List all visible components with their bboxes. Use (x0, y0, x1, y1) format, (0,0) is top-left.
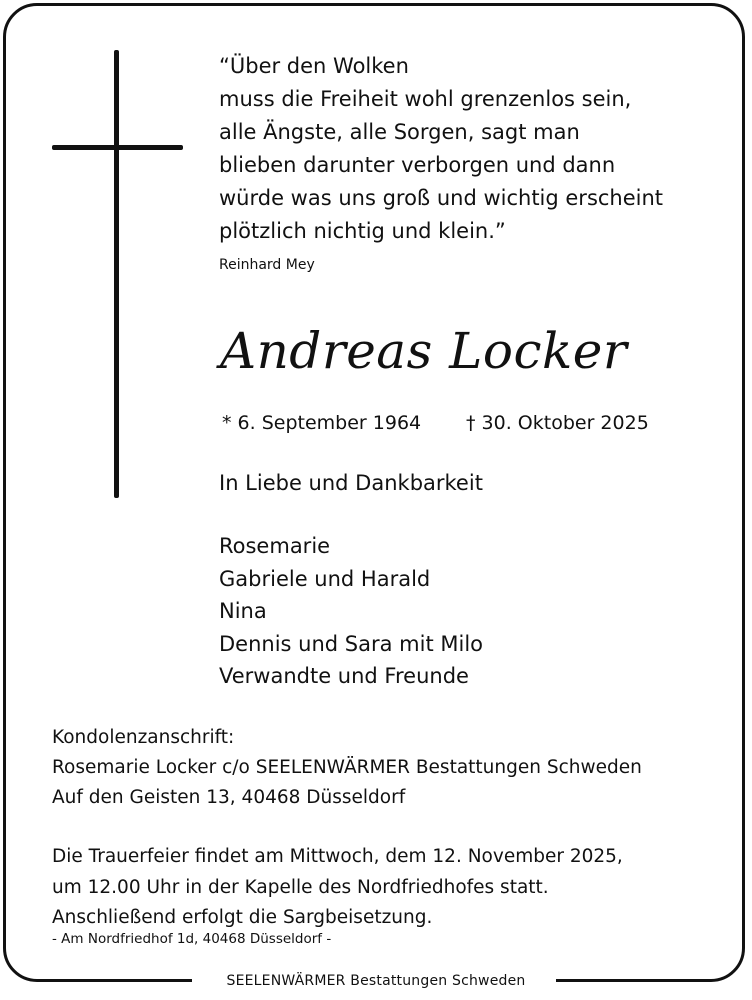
quote-line: muss die Freiheit wohl grenzenlos sein, (219, 87, 632, 111)
condolence-line: Rosemarie Locker c/o SEELENWÄRMER Bestattungen Schweden (52, 757, 642, 778)
quote-line: blieben darunter verborgen und dann (219, 153, 616, 177)
cross-icon-vertical (114, 50, 119, 498)
cemetery-address: - Am Nordfriedhof 1d, 40468 Düsseldorf - (52, 931, 332, 947)
service-line: Die Trauerfeier findet am Mittwoch, dem 12. November 2025, (52, 846, 623, 867)
poem-quote (219, 50, 663, 248)
condolence-line: Auf den Geisten 13, 40468 Düsseldorf (52, 787, 406, 808)
birth-date: * 6. September 1964 (222, 412, 422, 434)
death-date: † 30. Oktober 2025 (466, 412, 649, 434)
quote-line: alle Ängste, alle Sorgen, sagt man (219, 120, 580, 144)
quote-line: plötzlich nichtig und klein.” (219, 219, 506, 243)
family-list (219, 530, 483, 693)
quote-line: “Über den Wolken (219, 54, 409, 78)
family-member: Verwandte und Freunde (219, 664, 469, 688)
funeral-service-info (52, 842, 623, 934)
family-member: Gabriele und Harald (219, 566, 431, 591)
family-member: Nina (219, 599, 267, 623)
condolence-address (52, 723, 642, 813)
service-line: um 12.00 Uhr in der Kapelle des Nordfriedhofes statt. (52, 876, 549, 898)
quote-author: Reinhard Mey (219, 257, 315, 273)
family-member: Rosemarie (219, 534, 331, 558)
cross-icon-horizontal (52, 145, 183, 150)
family-member: Dennis und Sara mit Milo (219, 631, 483, 656)
condolence-line: Kondolenzanschrift: (52, 727, 235, 748)
deceased-name: Andreas Locker (220, 322, 628, 380)
dedication-text: In Liebe und Dankbarkeit (219, 471, 483, 495)
footer-funeral-home: SEELENWÄRMER Bestattungen Schweden (226, 973, 526, 989)
service-line: Anschließend erfolgt die Sargbeisetzung. (52, 907, 433, 928)
quote-line: würde was uns groß und wichtig erscheint (219, 186, 664, 210)
